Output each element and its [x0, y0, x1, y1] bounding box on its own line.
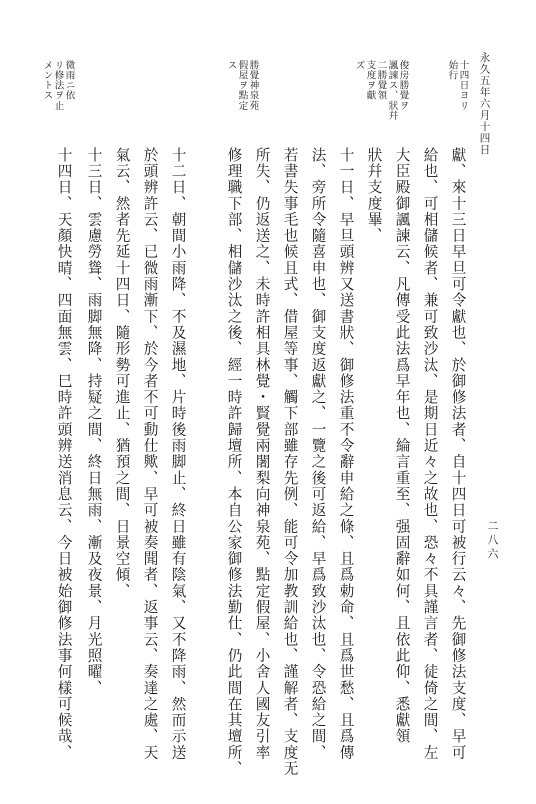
margin-note-line: 二勝覺領	[375, 60, 387, 101]
margin-note-line: 假屋ヲ點定	[236, 60, 248, 111]
page-number: 二八六	[486, 520, 499, 562]
text-line: 給也、可相儲候者、兼可致沙汰、是期日近々之故也、恐々不具謹言者、徒倚之間、左	[421, 147, 439, 761]
margin-note-line: 微雨ニ依	[63, 60, 75, 101]
text-line: 法、旁所令隨喜申也、御支度返獻之、一覽之後可返給、早爲致沙汰也、令恐給之間、	[309, 147, 327, 761]
text-line: 十一日、早旦頭辨又送書狀、御修法重不令辭申給之條、且爲勅命、且爲世愁、且爲傳	[337, 147, 355, 761]
margin-note-line: リ修法ヲ止	[52, 60, 64, 111]
margin-note-line: ズ	[353, 60, 365, 71]
text-line: 修理職下部、相儲沙汰之後、經一時許歸壇所、本自公家御修法勤仕、仍此間在其壇所、	[225, 147, 243, 777]
text-line: 十二日、朝間小雨降、不及濕地、片時後雨脚止、終日雖有陰氣、又不降雨、然而示送	[169, 147, 187, 761]
running-head: 永久五年六月十四日	[478, 52, 491, 156]
text-line: 十四日、天顏快晴、四面無雲、巳時許頭辨送消息云、今日被始御修法事何樣可候哉、	[55, 147, 73, 761]
margin-note-line: 勝覺神泉苑	[247, 60, 259, 111]
text-line: 獻、來十三日早旦可令獻也、於御修法者、自十四日可被行云々、先御修法支度、早可	[449, 147, 467, 761]
margin-note-line: 俊房勝覺ヲ	[397, 60, 409, 111]
text-line: 所失、仍返送之、未時許相具林覺・賢覺兩闍梨向神泉苑、點定假屋、小舍人國友引率	[253, 147, 271, 761]
margin-note-line: 支度ヲ獻	[364, 60, 376, 101]
margin-note-line: ス	[225, 60, 237, 71]
text-line: 十三日、雲慮勞聳、雨脚無降、持疑之間、終日無雨、漸及夜景、月光照曜、	[85, 147, 103, 697]
text-line: 若書失事毛也候且式、借屋等事、觸下部雖存先例、能可令加教訓給也、謹解者、支度无	[281, 147, 299, 777]
margin-note-line: メントス	[41, 60, 53, 101]
text-line: 於頭辨許云、已微雨漸下、於今者不可動仕歟、早可被奏聞者、返事云、奏達之處、天	[141, 147, 159, 761]
margin-note-line: 始行	[446, 60, 458, 81]
text-line: 狀幷支度畢、	[365, 147, 383, 244]
margin-note-line: 諷諫ス、狀幷	[386, 60, 398, 121]
text-line: 氣云、然者先延十四日、隨形勢可進止、猶預之間、日景空傾、	[113, 147, 131, 600]
margin-note-line: 十四日ヨリ	[457, 60, 469, 111]
text-line: 大臣殿御諷諫云、凡傳受此法爲早年也、綸言重至、强固辭如何、且依此仰、悉獻領	[393, 147, 411, 745]
